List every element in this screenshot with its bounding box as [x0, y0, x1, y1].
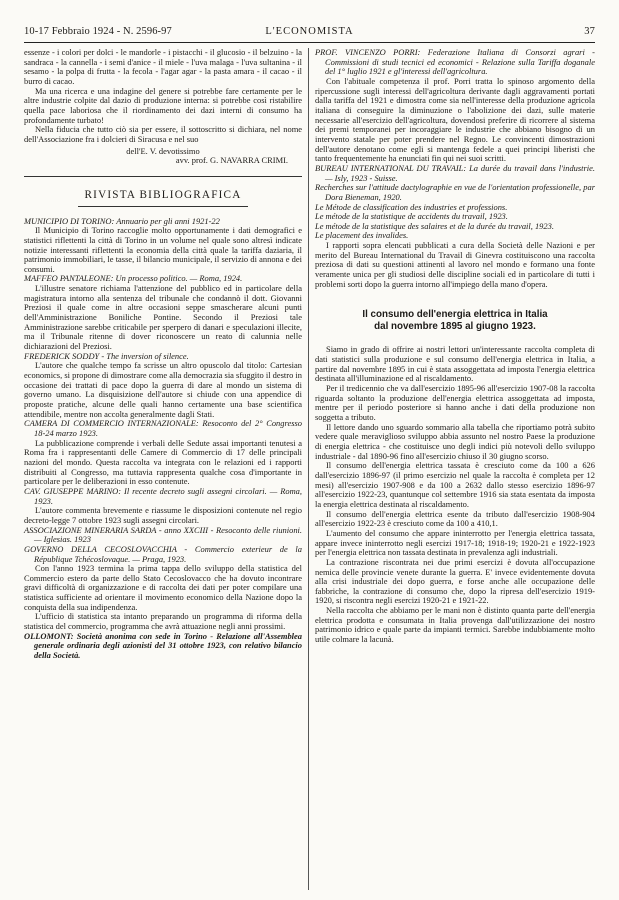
review-heading: GOVERNO DELLA CECOSLOVACCHIA - Commercio exterieur de la République Tchécoslovaque. — Praga, 1923. — [24, 543, 302, 564]
report-title: Le placement des invalides. — [315, 230, 409, 241]
page-header — [24, 26, 595, 40]
report-title: Le Métode de classification des industries et professions. — [315, 201, 508, 212]
section-title: RIVISTA BIBLIOGRAFICA — [84, 188, 242, 201]
review-heading: FREDERICK SODDY - The inversion of silence. — [24, 350, 189, 361]
review-body: L'ufficio di statistica sta intanto preparando un programma di riforma della statistica del commercio, programma che avrà attuazione negli anni prossimi. — [24, 611, 302, 632]
article-paragraph: La contrazione riscontrata nei due primi esercizi è dovuta all'occupazione nemica delle provincie venete durante la guerra. E' invece evidentemente dovuta alla crisi industriale dei dopo guerra, e forse anche alle occupazione delle fabbriche, la contrazione di consumo che, dopo la ripresa dell'esercizio 1919-1920, si riscontra negli esercizi 1920-21 e 1921-22. — [315, 556, 595, 606]
review-heading: BUREAU INTERNATIONAL DU TRAVAIL: La durée du travail dans l'industrie. — Isly, 1923 - Suisse. — [315, 162, 595, 183]
article-paragraph: Il consumo dell'energia elettrica esente da tributo dall'esercizio 1908-904 all'esercizio 1922-23 è cresciuto come da 100 a 410,1. — [315, 508, 595, 529]
article-paragraph: Nella raccolta che abbiamo per le mani non è distinto quanta parte dell'energia elettrica prodotta e consumata in Italia provenga dall'utilizzazione dei nostro patrimonio idrico e quale parte da impianti termici. Sarebbe indubbiamente molto utile colmare la lacunà. — [315, 605, 595, 645]
letter-paragraph: Nella fiducia che tutto ciò sia per essere, il sottoscritto si dichiara, nel nome dell'Associazione fra i dolcieri di Siracusa e nel suo — [24, 124, 302, 144]
column-divider — [308, 48, 309, 890]
report-title: Le métode de la statistique de accidents du travail, 1923. — [315, 211, 508, 222]
review-body: Il Municipio di Torino raccoglie molto opportunamente i dati demografici e statistici riflettenti la città di Torino in un volume nel quale sono altresì indicate notizie interessanti riflettenti la economia della città quale la tariffa daziaria, il patrimonio immobiliari, le tasse, il bilancio municipale, il servizio di annona e dei consumi. — [24, 225, 302, 274]
article-paragraph: Il consumo dell'energia elettrica tassata è cresciuto come da 100 a 626 dall'esercizio 1896-97 (il primo esercizio nel quale la raccolta è completa per 12 mesi) all'esercizio 1907-908 e da 100 a 2632 dallo stesso esercizio 1896-97 all'esercizio 1922-23, quantunque col settembre 1916 sia stata esentata da imposta la energia elettrica destinata al riscaldamento. — [315, 460, 595, 509]
review-heading: CAMERA DI COMMERCIO INTERNAZIONALE: Resoconto del 2° Congresso 18-24 marzo 1923. — [24, 418, 302, 438]
review-body: Con l'anno 1923 termina la prima tappa dello sviluppo della statistica del Commercio estero da parte dello Stato Cecoslovacco che ha dovuto incontrare gravi difficoltà di organizzazione e di raccolta dei dati per poter compilare una statistica sufficiente ad orientare il movimento economico della Nazione dopo la conquista della sua indipendenza. — [24, 563, 302, 612]
letter-paragraph: Ma una ricerca e una indagine del genere si potrebbe fare certamente per le altre industrie colpite dal dazio di produzione interna: si potrebbe così ristabilire quella pace laboriosa che il riordinamento dei dazi interni di consumo ha profondamente turbato! — [24, 85, 302, 125]
review-body: I rapporti sopra elencati pubblicati a cura della Società delle Nazioni e per merito del Bureau International du Travail di Ginevra costituiscono una raccolta preziosa di dati su questioni attinenti al lavoro nel mondo e formano una fonte veramente unica per gli studiosi delle discipline sociali ed in particolare di tutti i problemi sorti dopo la guerra intorno all'impiego della mano d'opera. — [315, 240, 595, 289]
review-heading: PROF. VINCENZO PORRI: Federazione Italiana di Consorzi agrari - Commissioni di studi tecnici ed economici - Relazione sulla Tariffa doganale del 1° luglio 1921 e gl'interessi dell'agricoltura. — [315, 47, 595, 77]
page-number: 37 — [584, 26, 595, 37]
signature-line: dell'E. V. devotissimo — [126, 145, 200, 156]
section-rule — [24, 176, 302, 177]
review-heading: OLLOMONT: Società anonima con sede in Torino - Relazione all'Assemblea generale ordinaria degli azionisti del 31 ottobre 1923, con relativo bilancio della Società. — [24, 630, 302, 661]
article-paragraph: Per il tredicennio che va dall'esercizio 1895-96 all'esercizio 1907-08 la raccolta riguarda soltanto la produzione dell'energia elettrica assoggettata ad imposta, mentre per il periodo posteriore si hanno anche i dati della produzione non soggetta a tributo. — [315, 383, 595, 422]
review-heading: CAV. GIUSEPPE MARINO: Il recente decreto sugli assegni circolari. — Roma, 1923. — [24, 485, 302, 506]
review-body: L'autore commenta brevemente e riassume le disposizioni contenute nel regio decreto-legge 7 ottobre 1923 sugli assegni circolari. — [24, 505, 302, 525]
review-heading: ASSOCIAZIONE MINERARIA SARDA - anno XXCIII - Resoconto delle riunioni. — Iglesias. 1923 — [24, 524, 302, 545]
issue-date: 10-17 Febbraio 1924 - N. 2596-97 — [24, 26, 172, 37]
review-heading: MAFFEO PANTALEONE: Un processo politico. — Roma, 1924. — [24, 273, 243, 284]
review-body: L'autore che qualche tempo fa scrisse un altro opuscolo dal titolo: Cartesian economics, si propone di dimostrare come alla democrazia sia sfuggito il destro in occasione dei trattati di pace dopo la guerra di dare al mondo un sistema di governo umano. La disquisizione dell'autore si chiude con una appendice di proposte pratiche, alcune delle quali hanno certamente una base scientifica attendibile, mentre non accolta generalmente dagli Stati. — [24, 360, 302, 419]
report-title: Le métode de la statistique des salaires et de la durée du travail, 1923. — [315, 220, 554, 231]
report-title: Recherches sur l'attitude dactylographie en vue de l'orientation professionelle, par Dora Bieneman, 1920. — [315, 182, 595, 202]
article-paragraph: Il lettore dando uno sguardo sommario alla tabella che riportiamo potrà subito vedere quale meraviglioso sviluppo abbia assunto nel nostro Paese la produzione di energia elettrica - che costituisce uno degli indici più notevoli dello sviluppo industriale - dal 1890-96 fino all'esercizio chiuso il 30 giugno scorso. — [315, 421, 595, 461]
review-body: L'illustre senatore richiama l'attenzione del pubblico ed in particolare della magistratura intorno alla sentenza del tribunale che condannò il dott. Giovanni Preziosi il quale come in altre occasioni seppe smascherare alcuni punti dell'Amministrazione Boniliche Pontine. Secondo il Preziosi tale Amministrazione sarebbe criticabile per sperpero di danari e speculazioni illecite, ma il Tribunale ritenne di dover riconoscere un reato di calunnia nelle dichiarazioni del Preziosi. — [24, 283, 302, 352]
review-body: La pubblicazione comprende i verbali delle Sedute assai importanti tenutesi a Roma fra i rappresentanti delle Camere di Commercio di 17 delle principali nazioni del mondo. Questa raccolta va integrata con le relazioni ed i rapporti distribuiti al Congresso, ma tuttavia rappresenta qualche cosa d'importante in particolare per le deliberazioni in esso contenute. — [24, 437, 302, 487]
article-title: Il consumo dell'energia elettrica in Italia dal novembre 1895 al giugno 1923. — [362, 309, 548, 333]
review-body: Con l'abituale competenza il prof. Porri tratta lo spinoso argomento della ripercussione sugli interessi dell'agricoltura derivante dagli aggravamenti portati dalla tariffa del 1921 e dimostra come sia nell'interesse della produzione agricola italiana di conseguire la diminuzione o l'abolizione dei dazi, sulle materie necessarie all'esercizio dell'agricoltura, dovendosi preferire di ricorrere al sistema dei premi temporanei per incoraggiare le industrie che abbiano bisogno di un intervento statale per poter prendere nel Regno. Le convincenti dimostrazioni dell'autore denotano come egli si mantenga fedele a quei principi liberisti che tanto frequentemente ha enunciati fin qui nei suoi scritti. — [315, 75, 595, 164]
signature-name: avv. prof. G. NAVARRA CRIMI. — [175, 155, 288, 166]
letter-intro: essenze - i colori per dolci - le mandorle - i pistacchi - il glucosio - il belzuino - la sandraca - la cannella - i semi d'anice - il miele - l'uva malaga - l'uva sultanina - il sesamo - la polpa di frutta - la fecola - l'agar agar - la pasta amara - il cacao - il burro di cacao. — [24, 47, 302, 86]
section-title-rule — [78, 206, 248, 207]
left-column — [24, 48, 302, 661]
article-paragraph: L'aumento del consumo che appare ininterrotto per l'energia elettrica tassata, appare invece ininterrotto negli esercizi 1917-18; 1918-19; 1920-21 e 1922-1923 per l'energia elettrica non tassata destinata in prevalenza agli industriali. — [315, 527, 595, 558]
journal-title: L'ECONOMISTA — [265, 26, 354, 37]
article-paragraph: Siamo in grado di offrire ai nostri lettori un'interessante raccolta completa di dati statistici sulla produzione e sul consumo dell'energia elettrica in Italia, a partire dal novembre 1895 in cui è stata assoggettata ad imposta l'energia elettrica destinata all'illuminazione ed al riscaldamento. — [315, 344, 595, 384]
review-heading: MUNICIPIO DI TORINO: Annuario per gli anni 1921-22 — [24, 215, 220, 226]
header-rule — [24, 42, 595, 43]
right-column — [315, 48, 595, 645]
